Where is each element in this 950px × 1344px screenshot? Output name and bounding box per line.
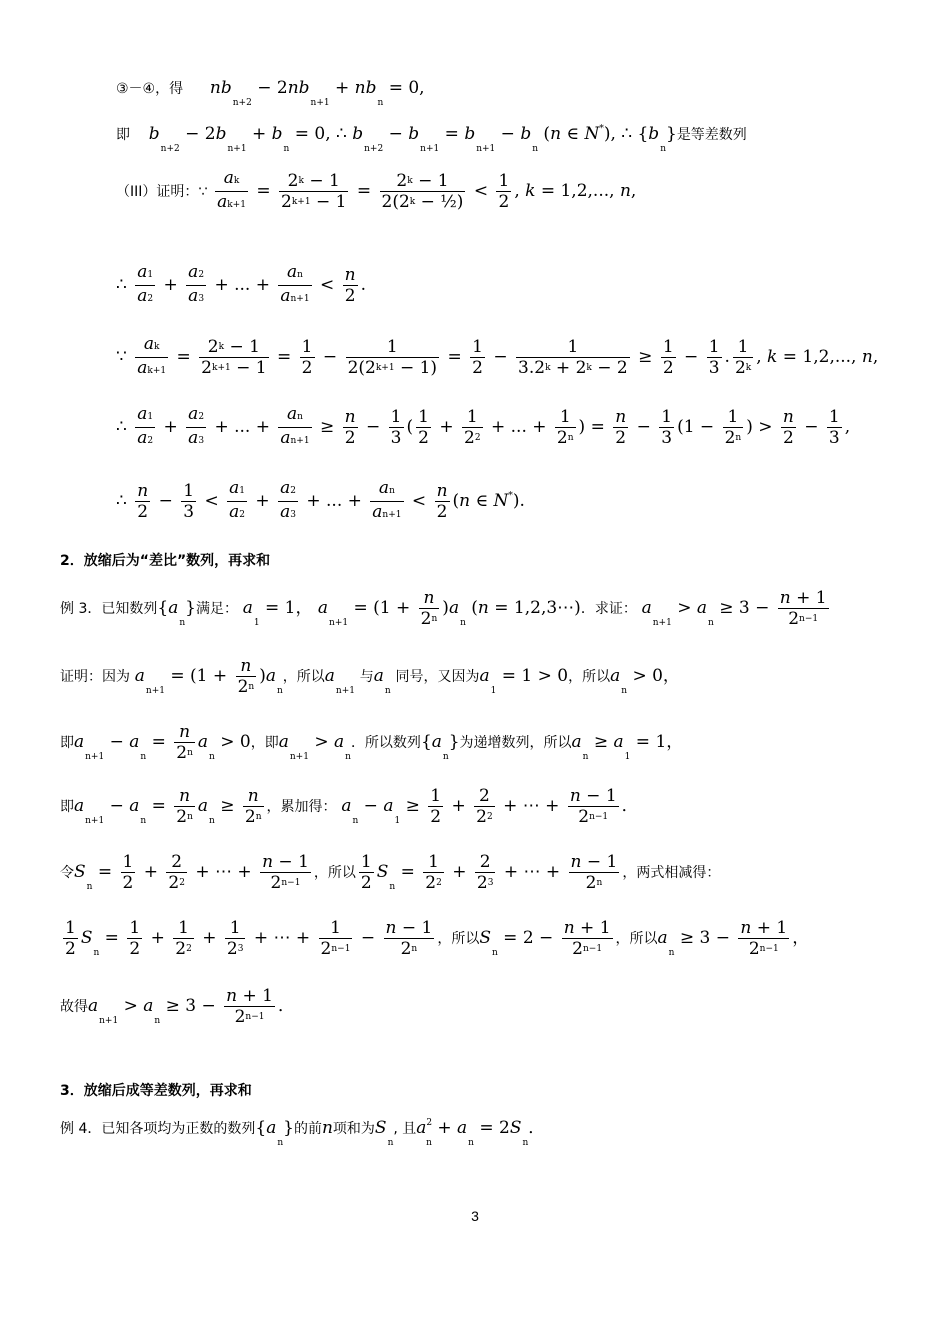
proof-line-3 xyxy=(60,786,639,827)
text: ，累加得： xyxy=(266,799,337,815)
math: $S_n$ = $\frac{1}{2}$ + $\frac{2}{2^2}$ + ⋯ + $\frac{n - 1}{2^{n-1}}$ xyxy=(74,852,309,893)
text: 为递增数列，所以 xyxy=(459,735,572,751)
math: $a_n > 0$， xyxy=(610,666,680,696)
math: $a^2_n + a_n = 2S_n$． xyxy=(416,1118,546,1148)
math: $S_n = 2$ − $\frac{n + 1}{2^{n-1}}$ xyxy=(479,918,611,959)
text: 故得 xyxy=(60,999,88,1015)
math: $a_{n+1} - a_n$ = $\frac{n}{2^n}$ $a_n > 0$ xyxy=(74,722,251,763)
proof-line-2 xyxy=(60,722,683,763)
math: $\{a_n\}$ xyxy=(420,732,460,762)
text: ．所以数列 xyxy=(350,735,421,751)
equation-line-5 xyxy=(116,334,878,381)
text-ji: 即 xyxy=(116,127,130,143)
example-3-line xyxy=(60,588,832,629)
text-prove: ．求证： xyxy=(580,601,637,617)
proof-line-6 xyxy=(60,986,295,1027)
text: 令 xyxy=(60,865,74,881)
proof-line-1 xyxy=(60,656,680,697)
section-2-heading xyxy=(60,550,270,571)
math: $a_{n+1} > a_n \ge 3$ − $\frac{n + 1}{2^{n-1}}$ xyxy=(641,588,827,629)
math: $a_n - a_1$ ≥ $\frac{1}{2}$ + $\frac{2}{2^2}$ + ⋯ + $\frac{n - 1}{2^{n-1}}$ ． xyxy=(341,786,639,827)
math: $S_n$ xyxy=(374,1118,394,1148)
math: $a_n$ xyxy=(373,666,391,696)
text: ，所以 xyxy=(437,931,480,947)
text: , 且 xyxy=(393,1121,417,1137)
text: 与 xyxy=(359,669,374,685)
equation-line-7 xyxy=(116,478,525,525)
text: 即 xyxy=(60,735,74,751)
math: n xyxy=(321,1118,333,1138)
text: 的前 xyxy=(293,1121,322,1137)
text: ，所以 xyxy=(313,865,356,881)
text: ，所以 xyxy=(282,669,325,685)
equation-line-6 xyxy=(116,404,850,451)
math: $a_n \ge a_1 = 1$， xyxy=(571,732,684,762)
text-arithmetic: 是等差数列 xyxy=(676,127,747,143)
math: ∴ $\frac{a1}{a2}$ + $\frac{a2}{a3}$ + ... + $\frac{an}{an+1}$ < $\frac{n}{2}$ . xyxy=(116,262,367,306)
equation-line-3 xyxy=(116,168,636,215)
text: 例 4．已知各项均为正数的数列 xyxy=(60,1121,256,1137)
text-ex3: 例 3．已知数列 xyxy=(60,601,158,617)
text-step: ③－④，得 xyxy=(116,81,184,97)
equation-line-4 xyxy=(116,262,366,309)
math: $\{a_n\}$ xyxy=(255,1118,294,1148)
math: ∴ $\frac{n}{2}$ − $\frac{1}{3}$ < $\frac{a1}{a2}$ + $\frac{a2}{a3}$ + ... + $\frac{an}{an+1}$ < $\frac{n}{2}$ (n ∈ N*). xyxy=(116,478,525,522)
text: ，所以 xyxy=(568,669,611,685)
math: $a_n \ge 3$ − $\frac{n + 1}{2^{n-1}}$ ， xyxy=(657,918,810,959)
math: $a_{n+1} - a_n$ = $\frac{n}{2^n}$ $a_n$ ≥ $\frac{n}{2^n}$ xyxy=(74,786,262,827)
math: $nb_{n+2} - 2nb_{n+1} + nb_n = 0$, xyxy=(209,78,425,108)
math: ∴ $\frac{a1}{a2}$ + $\frac{a2}{a3}$ + ... + $\frac{an}{an+1}$ ≥ $\frac{n}{2}$ − $\frac{1}{3}$ ( $\frac{1}{2}$ + $\frac{1}{2^2}$ + ... + $\frac{1}{2^n}$ ) = $\frac{n}{2}$ − $\frac{1}{3}$ (1 − $\frac{1}{2^n}$ ) > $\frac{n}{2}$ − $\frac{1}{3}$ , xyxy=(116,404,851,448)
equation-line-1 xyxy=(116,78,425,108)
text: ，即 xyxy=(250,735,279,751)
math: $a_1 = 1 > 0$ xyxy=(479,666,569,696)
math: ∵ $\frac{ak}{ak+1}$ = $\frac{2^k - 1}{2^{k+1} - 1}$ = $\frac{1}{2}$ − $\frac{1}{2(2^{k+1} - 1)}$ = $\frac{1}{2}$ − $\frac{1}{3.2^k + 2^k - 2}$ ≥ $\frac{1}{2}$ − $\frac{1}{3}$ . $\frac{1}{2^k}$ , k = 1,2,..., n, xyxy=(116,334,879,378)
math: $a_{n+1} > a_n \ge 3$ − $\frac{n + 1}{2^{n-1}}$ ． xyxy=(88,986,295,1027)
math: $\frac{1}{2}$ $S_n$ = $\frac{1}{2}$ + $\frac{1}{2^2}$ + $\frac{1}{2^3}$ + ⋯ + $\frac{1}{2^{n-1}}$ − $\frac{n - 1}{2^n}$ xyxy=(65,918,433,959)
text: 即 xyxy=(60,799,74,815)
example-4-line xyxy=(60,1118,546,1148)
proof-line-4 xyxy=(60,852,720,893)
text-proof-iii: （III）证明：∵ xyxy=(116,184,208,200)
section-3-heading xyxy=(60,1080,252,1101)
math: $a_{n+1} = (1$ + $\frac{n}{2^n}$ )$a_n$ xyxy=(134,656,283,697)
math: $\frac{1}{2}$ $S_n$ = $\frac{1}{2^2}$ + $\frac{2}{2^3}$ + ⋯ + $\frac{n - 1}{2^n}$ xyxy=(360,852,618,893)
text-satisfy: 满足： xyxy=(195,601,238,617)
text: 证明：因为 xyxy=(60,669,130,685)
section-2-title: 2．放缩后为“差比”数列，再求和 xyxy=(60,553,271,569)
text: 项和为 xyxy=(332,1121,375,1137)
text: 同号，又因为 xyxy=(395,669,480,685)
proof-line-5 xyxy=(60,918,809,959)
math: $a_{n+1}$ xyxy=(324,666,355,696)
equation-line-2 xyxy=(116,124,747,154)
math: $\frac{ak}{ak+1}$ = $\frac{2^k - 1}{2^{k+1} - 1}$ = $\frac{2^k - 1}{2(2^k - \frac{1}{2})}$ < $\frac{1}{2}$ , k = 1,2,..., n, xyxy=(217,168,637,212)
math: $a_1 = 1$， $a_{n+1} = (1$ + $\frac{n}{2^n}$ )$a_n$ (n = 1,2,3⋯) xyxy=(242,588,581,629)
text: ，所以 xyxy=(615,931,658,947)
text: ，两式相减得： xyxy=(622,865,721,881)
math: $b_{n+2} - 2b_{n+1} + b_n = 0$, ∴ $b_{n+2} - b_{n+1} = b_{n+1} - b_n$ (n ∈ N*), ∴ $\{b_n\}$ xyxy=(148,124,677,154)
math: $\{a_n\}$ xyxy=(157,598,196,628)
page-number: 3 xyxy=(471,1208,479,1224)
math: $a_{n+1} > a_n$ xyxy=(278,732,351,762)
section-3-title: 3．放缩后成等差数列，再求和 xyxy=(60,1083,252,1099)
